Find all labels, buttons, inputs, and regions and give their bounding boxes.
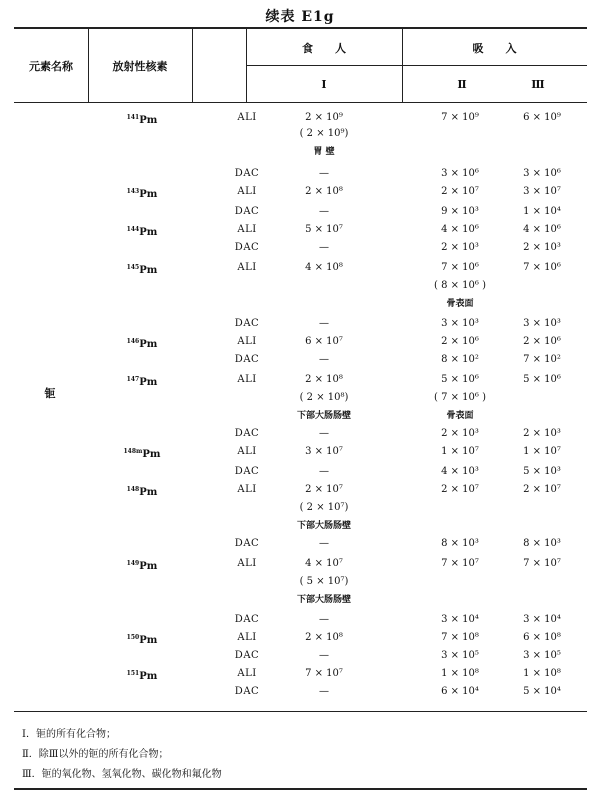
header-bottom-rule (14, 102, 587, 103)
top-rule (14, 27, 587, 29)
ingestion-value: — (319, 428, 329, 439)
note-3: Ⅲ．钷的氧化物、氢氧化物、碳化物和氟化物 (22, 769, 222, 780)
inhalation-class3-value: 6 × 10⁹ (523, 112, 561, 123)
inhalation-class2-value: 4 × 10⁶ (441, 224, 479, 235)
inhalation-class2-value: 2 × 10⁷ (441, 484, 479, 495)
mass-number: 146 (126, 338, 140, 345)
limit-type: DAC (234, 318, 260, 329)
header-divider-2 (192, 29, 193, 102)
notes-bottom-rule (14, 788, 587, 790)
inhalation-class2-value: 8 × 10³ (441, 538, 479, 549)
limit-type: DAC (234, 466, 260, 477)
nuclide-label: $^{143}$Pm (126, 188, 158, 200)
inhalation-class2-value: 2 × 10⁶ (441, 336, 479, 347)
limit-type: DAC (234, 538, 260, 549)
inhalation-class3-value: 2 × 10³ (523, 428, 561, 439)
mass-number: 145 (126, 264, 140, 271)
limit-type: DAC (234, 614, 260, 625)
mass-number: 143 (126, 188, 140, 195)
mass-number: 144 (126, 226, 140, 233)
ingestion-value: — (319, 538, 329, 549)
mass-number: 150 (126, 634, 140, 641)
nuclide-label: $^{148}$Pm (126, 486, 158, 498)
limit-type: ALI (237, 112, 257, 123)
mass-number: 141 (126, 114, 140, 121)
ingestion-value: 2 × 10⁸ (305, 632, 343, 643)
ingestion-value: 下部大肠肠壁 (296, 411, 352, 421)
inhalation-class2-value: 7 × 10⁶ (441, 262, 479, 273)
table-title: 续表 E1g (265, 9, 335, 25)
ingestion-value: — (319, 686, 329, 697)
inhalation-class3-value: 7 × 10⁷ (523, 558, 561, 569)
limit-type: ALI (237, 224, 257, 235)
inhalation-class3-value: 3 × 10⁶ (523, 168, 561, 179)
ingestion-value: 7 × 10⁷ (305, 668, 343, 679)
ingestion-value: ( 5 × 10⁷) (299, 576, 349, 587)
nuclide-label: $^{148m}$Pm (123, 448, 161, 460)
mass-number: 148m (123, 448, 143, 455)
inhalation-class2-value: 1 × 10⁸ (441, 668, 479, 679)
nuclide-label: $^{145}$Pm (126, 264, 158, 276)
inhalation-class2-value: 骨表面 (446, 299, 474, 309)
inhalation-class2-value: 骨表面 (446, 411, 474, 421)
inhalation-class2-value: 5 × 10⁶ (441, 374, 479, 385)
header-ingestion: 食 人 (302, 42, 346, 55)
header-class-2: Ⅱ (457, 78, 467, 91)
limit-type: ALI (237, 668, 257, 679)
inhalation-class3-value: 7 × 10⁶ (523, 262, 561, 273)
inhalation-class3-value: 1 × 10⁴ (523, 206, 561, 217)
ingestion-value: 4 × 10⁷ (305, 558, 343, 569)
ingestion-value: 下部大肠肠壁 (296, 595, 352, 605)
table-bottom-rule (14, 711, 587, 712)
inhalation-class2-value: 1 × 10⁷ (441, 446, 479, 457)
ingestion-value: — (319, 318, 329, 329)
inhalation-class3-value: 8 × 10³ (523, 538, 561, 549)
limit-type: DAC (234, 686, 260, 697)
note-1: Ⅰ．钷的所有化合物； (22, 729, 116, 740)
inhalation-class3-value: 3 × 10⁵ (523, 650, 561, 661)
inhalation-class2-value: 2 × 10³ (441, 428, 479, 439)
inhalation-class2-value: 3 × 10⁶ (441, 168, 479, 179)
nuclide-label: $^{147}$Pm (126, 376, 158, 388)
nuclide-label: $^{141}$Pm (126, 114, 158, 126)
nuclide-label: $^{149}$Pm (126, 560, 158, 572)
ingestion-value: ( 2 × 10⁹) (299, 128, 349, 139)
inner-header-rule (246, 65, 587, 66)
mass-number: 147 (126, 376, 140, 383)
inhalation-class2-value: 2 × 10⁷ (441, 186, 479, 197)
nuclide-label: $^{146}$Pm (126, 338, 158, 350)
limit-type: DAC (234, 168, 260, 179)
inhalation-class3-value: 2 × 10³ (523, 242, 561, 253)
inhalation-class2-value: 7 × 10⁸ (441, 632, 479, 643)
inhalation-class3-value: 5 × 10⁴ (523, 686, 561, 697)
header-class-3: Ⅲ (531, 78, 545, 91)
limit-type: ALI (237, 262, 257, 273)
inhalation-class3-value: 7 × 10² (523, 354, 561, 365)
ingestion-value: — (319, 614, 329, 625)
ingestion-value: 4 × 10⁸ (305, 262, 343, 273)
nuclide-label: $^{144}$Pm (126, 226, 158, 238)
ingestion-value: 2 × 10⁹ (305, 112, 343, 123)
ingestion-value: — (319, 354, 329, 365)
limit-type: ALI (237, 484, 257, 495)
mass-number: 151 (126, 670, 140, 677)
ingestion-value: 3 × 10⁷ (305, 446, 343, 457)
limit-type: ALI (237, 186, 257, 197)
ingestion-value: 2 × 10⁸ (305, 374, 343, 385)
ingestion-value: 6 × 10⁷ (305, 336, 343, 347)
inhalation-class2-value: 3 × 10³ (441, 318, 479, 329)
inhalation-class2-value: ( 8 × 10⁶ ) (434, 280, 486, 291)
limit-type: ALI (237, 632, 257, 643)
limit-type: ALI (237, 336, 257, 347)
inhalation-class3-value: 1 × 10⁷ (523, 446, 561, 457)
inhalation-class2-value: 7 × 10⁹ (441, 112, 479, 123)
inhalation-class2-value: 7 × 10⁷ (441, 558, 479, 569)
inhalation-class3-value: 6 × 10⁸ (523, 632, 561, 643)
inhalation-class3-value: 1 × 10⁸ (523, 668, 561, 679)
inhalation-class2-value: 4 × 10³ (441, 466, 479, 477)
inhalation-class2-value: 3 × 10⁵ (441, 650, 479, 661)
header-inhalation: 吸 入 (472, 42, 517, 55)
header-class-1: I (321, 78, 327, 91)
header-element: 元素名称 (29, 60, 73, 73)
mass-number: 148 (126, 486, 140, 493)
ingestion-value: ( 2 × 10⁸) (299, 392, 349, 403)
limit-type: DAC (234, 428, 260, 439)
ingestion-value: — (319, 466, 329, 477)
inhalation-class3-value: 2 × 10⁶ (523, 336, 561, 347)
ingestion-value: 2 × 10⁸ (305, 186, 343, 197)
ingestion-value: 2 × 10⁷ (305, 484, 343, 495)
element-name: 钷 (44, 387, 56, 400)
inhalation-class3-value: 3 × 10³ (523, 318, 561, 329)
inhalation-class2-value: ( 7 × 10⁶ ) (434, 392, 486, 403)
limit-type: ALI (237, 558, 257, 569)
limit-type: ALI (237, 446, 257, 457)
limit-type: DAC (234, 650, 260, 661)
ingestion-value: 胃 壁 (313, 147, 335, 157)
inhalation-class3-value: 5 × 10⁶ (523, 374, 561, 385)
ingestion-value: — (319, 206, 329, 217)
limit-type: DAC (234, 354, 260, 365)
inhalation-class3-value: 3 × 10⁷ (523, 186, 561, 197)
ingestion-value: — (319, 168, 329, 179)
ingestion-value: — (319, 650, 329, 661)
inhalation-class3-value: 4 × 10⁶ (523, 224, 561, 235)
ingestion-value: 5 × 10⁷ (305, 224, 343, 235)
inhalation-class2-value: 9 × 10³ (441, 206, 479, 217)
inhalation-class2-value: 6 × 10⁴ (441, 686, 479, 697)
mass-number: 149 (126, 560, 140, 567)
limit-type: ALI (237, 374, 257, 385)
inhalation-class2-value: 8 × 10² (441, 354, 479, 365)
inhalation-class2-value: 2 × 10³ (441, 242, 479, 253)
nuclide-label: $^{150}$Pm (126, 634, 158, 646)
inhalation-class3-value: 5 × 10³ (523, 466, 561, 477)
header-nuclide: 放射性核素 (112, 60, 168, 73)
note-2: Ⅱ．除Ⅲ以外的钷的所有化合物； (22, 749, 169, 760)
limit-type: DAC (234, 206, 260, 217)
limit-type: DAC (234, 242, 260, 253)
ingestion-value: ( 2 × 10⁷) (299, 502, 349, 513)
ingestion-value: — (319, 242, 329, 253)
nuclide-label: $^{151}$Pm (126, 670, 158, 682)
ingestion-value: 下部大肠肠壁 (296, 521, 352, 531)
inhalation-class2-value: 3 × 10⁴ (441, 614, 479, 625)
inhalation-class3-value: 3 × 10⁴ (523, 614, 561, 625)
inhalation-class3-value: 2 × 10⁷ (523, 484, 561, 495)
